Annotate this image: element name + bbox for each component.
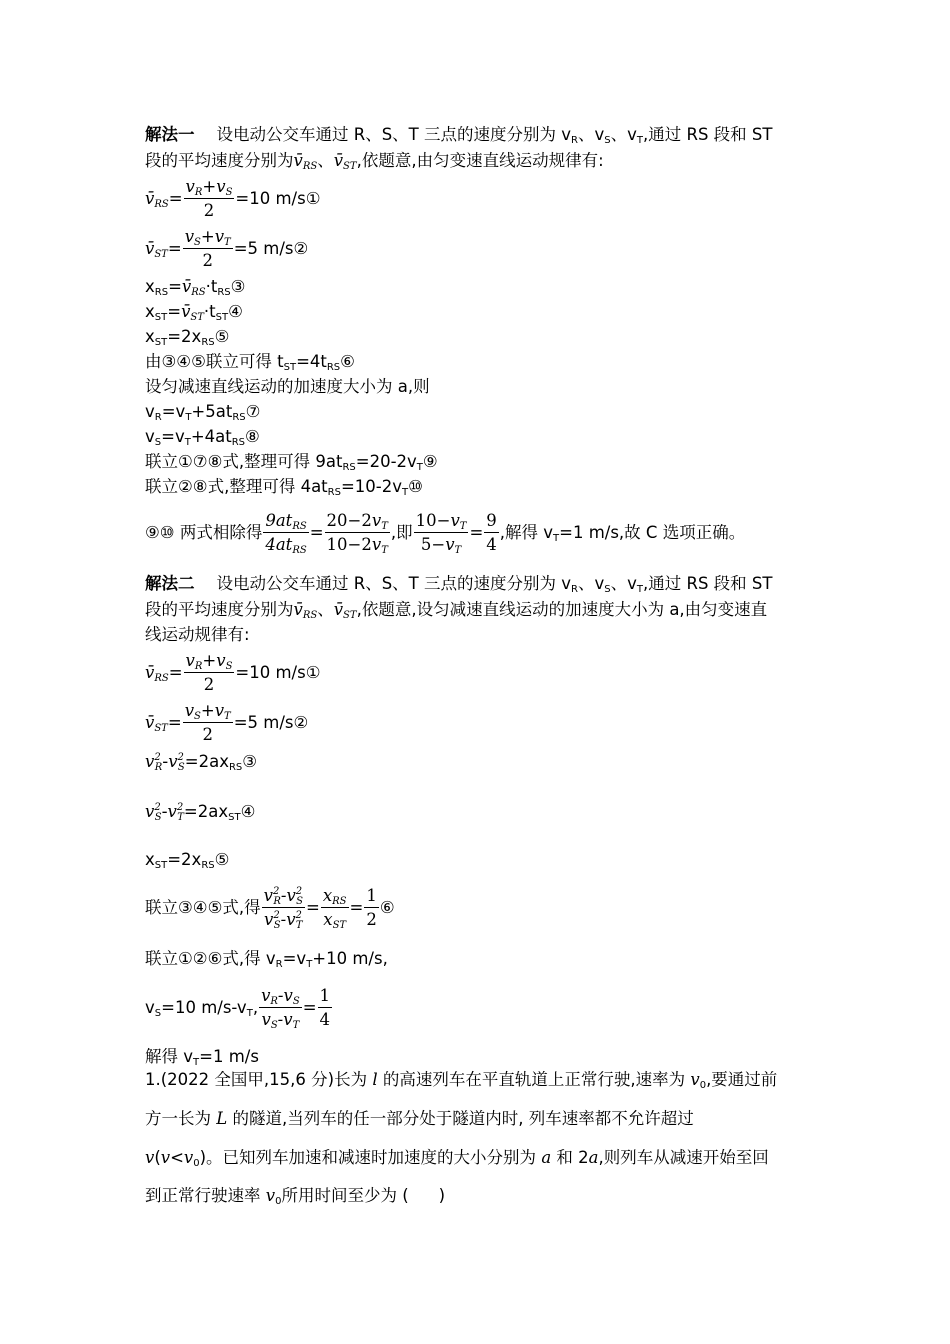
method2-eq2: $v̄_{ST}=$ $\frac{v_S+v_T}{2}$ =5 m/s②	[145, 700, 308, 747]
method1-eq9: 联立①⑦⑧式,整理可得 $9at_{RS}=20-2v_T⑨$	[145, 452, 438, 473]
fraction: $\frac{v_R+v_S}{2}$	[185, 651, 233, 694]
method2-intro-line1: 解法二 设电动公交车通过 R、S、T 三点的速度分别为 $v_R$、$v_S$、$v_T$,通过 RS 段和 ST	[145, 574, 773, 595]
method1-eq2: $v̄_{ST}=$ $\frac{v_S+v_T}{2}$ =5 m/s②	[145, 226, 308, 273]
question-line1: 1.(2022 全国甲,15,6 分)长为 l 的高速列车在平直轨道上正常行驶,速率为 $v_0$,要通过前	[145, 1070, 778, 1091]
method1-eq8: $v_S=v_T+4at_{RS}⑧$	[145, 427, 260, 448]
question-line2: 方一长为 L 的隧道,当列车的任一部分处于隧道内时, 列车速率都不允许超过	[145, 1109, 694, 1128]
method2-eq4: $v^2_S-v^2_T=2ax_{ST}④$	[145, 802, 256, 823]
method2-intro-line2: 段的平均速度分别为$v̄_{RS}$、$v̄_{ST}$,依题意,设匀减速直线运动的加速度大小为 a,由匀变速直	[145, 600, 768, 621]
method2-eq3: $v^2_R-v^2_S=2ax_{RS}③$	[145, 752, 258, 773]
fraction: $\frac{v_R+v_S}{2}$	[185, 177, 233, 220]
method2-eq6: 联立③④⑤式,得 $\frac{v^2_R-v^2_S}{v^2_S-v^2_T}$ = $\frac{x_{RS}}{x_{ST}}$ = $\frac{1}{2}$ ⑥	[145, 886, 395, 931]
fraction: $\frac{v_S+v_T}{2}$	[184, 227, 231, 270]
method1-intro-line1: 解法一 设电动公交车通过 R、S、T 三点的速度分别为 $v_R$、$v_S$、$v_T$,通过 RS 段和 ST	[145, 125, 773, 146]
method1-intro-line2: 段的平均速度分别为$v̄_{RS}$、$v̄_{ST}$,依题意,由匀变速直线运动规律有:	[145, 151, 604, 172]
method2-heading: 解法二	[145, 574, 195, 593]
method1-eq3: $x_{RS}=v̄_{RS}\cdot t_{RS}③$	[145, 277, 246, 298]
fraction: $\frac{9}{4}$	[486, 511, 497, 554]
method2-conclusion: 解得 $v_T=1$ m/s	[145, 1047, 259, 1068]
method2-eq7: 联立①②⑥式,得 $v_R=v_T+10$ m/s,	[145, 949, 388, 970]
question-line3: $v(v<v_0)$。已知列车加速和减速时加速度的大小分别为 a 和 2a,则列车从减速开始至回	[145, 1148, 769, 1169]
fraction: $\frac{1}{4}$	[319, 986, 331, 1029]
method1-eq4: $x_{ST}=v̄_{ST}\cdot t_{ST}④$	[145, 302, 243, 323]
fraction: $\frac{v_S+v_T}{2}$	[184, 701, 231, 744]
fraction: $\frac{1}{2}$	[366, 886, 377, 929]
question-line4: 到正常行驶速率 $v_0$所用时间至少为 ( )	[145, 1186, 446, 1207]
method1-eq1: $v̄_{RS}=$ $\frac{v_R+v_S}{2}$ =10 m/s①	[145, 176, 321, 223]
method2-eq8: $v_S=10$ $m/s-v_T$, $\frac{v_R-v_S}{v_S-v_T}$ = $\frac{1}{4}$	[145, 986, 331, 1031]
method2-eq1: $v̄_{RS}=$ $\frac{v_R+v_S}{2}$ =10 m/s①	[145, 650, 321, 697]
method1-eq7: $v_R=v_T+5at_{RS}⑦$	[145, 402, 261, 423]
fraction: $\frac{10-v_T}{5-v_T}$	[415, 511, 467, 556]
fraction: $\frac{v_R-v_S}{v_S-v_T}$	[261, 986, 300, 1031]
fraction: $\frac{9at_{RS}}{4at_{RS}}$	[265, 511, 307, 556]
method1-eq10: 联立②⑧式,整理可得 $4at_{RS}=10-2v_T⑩$	[145, 477, 423, 498]
fraction: $\frac{x_{RS}}{x_{ST}}$	[322, 886, 347, 931]
method1-heading: 解法一	[145, 125, 195, 144]
method1-eq6: 由③④⑤联立可得 $t_{ST}=4t_{RS}⑥$	[145, 352, 355, 373]
fraction: $\frac{20-2v_T}{10-2v_T}$	[326, 511, 388, 556]
fraction: $\frac{v^2_R-v^2_S}{v^2_S-v^2_T}$	[263, 886, 303, 931]
method1-accel-line: 设匀减速直线运动的加速度大小为 a,则	[145, 377, 430, 396]
method2-intro-line3: 线运动规律有:	[145, 625, 250, 644]
method2-eq5: $x_{ST}=2x_{RS}⑤$	[145, 850, 230, 871]
method1-final: ⑨⑩ 两式相除得 $\frac{9at_{RS}}{4at_{RS}}$ = $\frac{20-2v_T}{10-2v_T}$ ,即 $\frac{10-v_T}{5-v_T}$ = $\frac{9}{4}$ ,解得 $v_T=1$ m/s,故 C 选项正确。	[145, 511, 746, 556]
method1-eq5: $x_{ST}=2x_{RS}⑤$	[145, 327, 230, 348]
